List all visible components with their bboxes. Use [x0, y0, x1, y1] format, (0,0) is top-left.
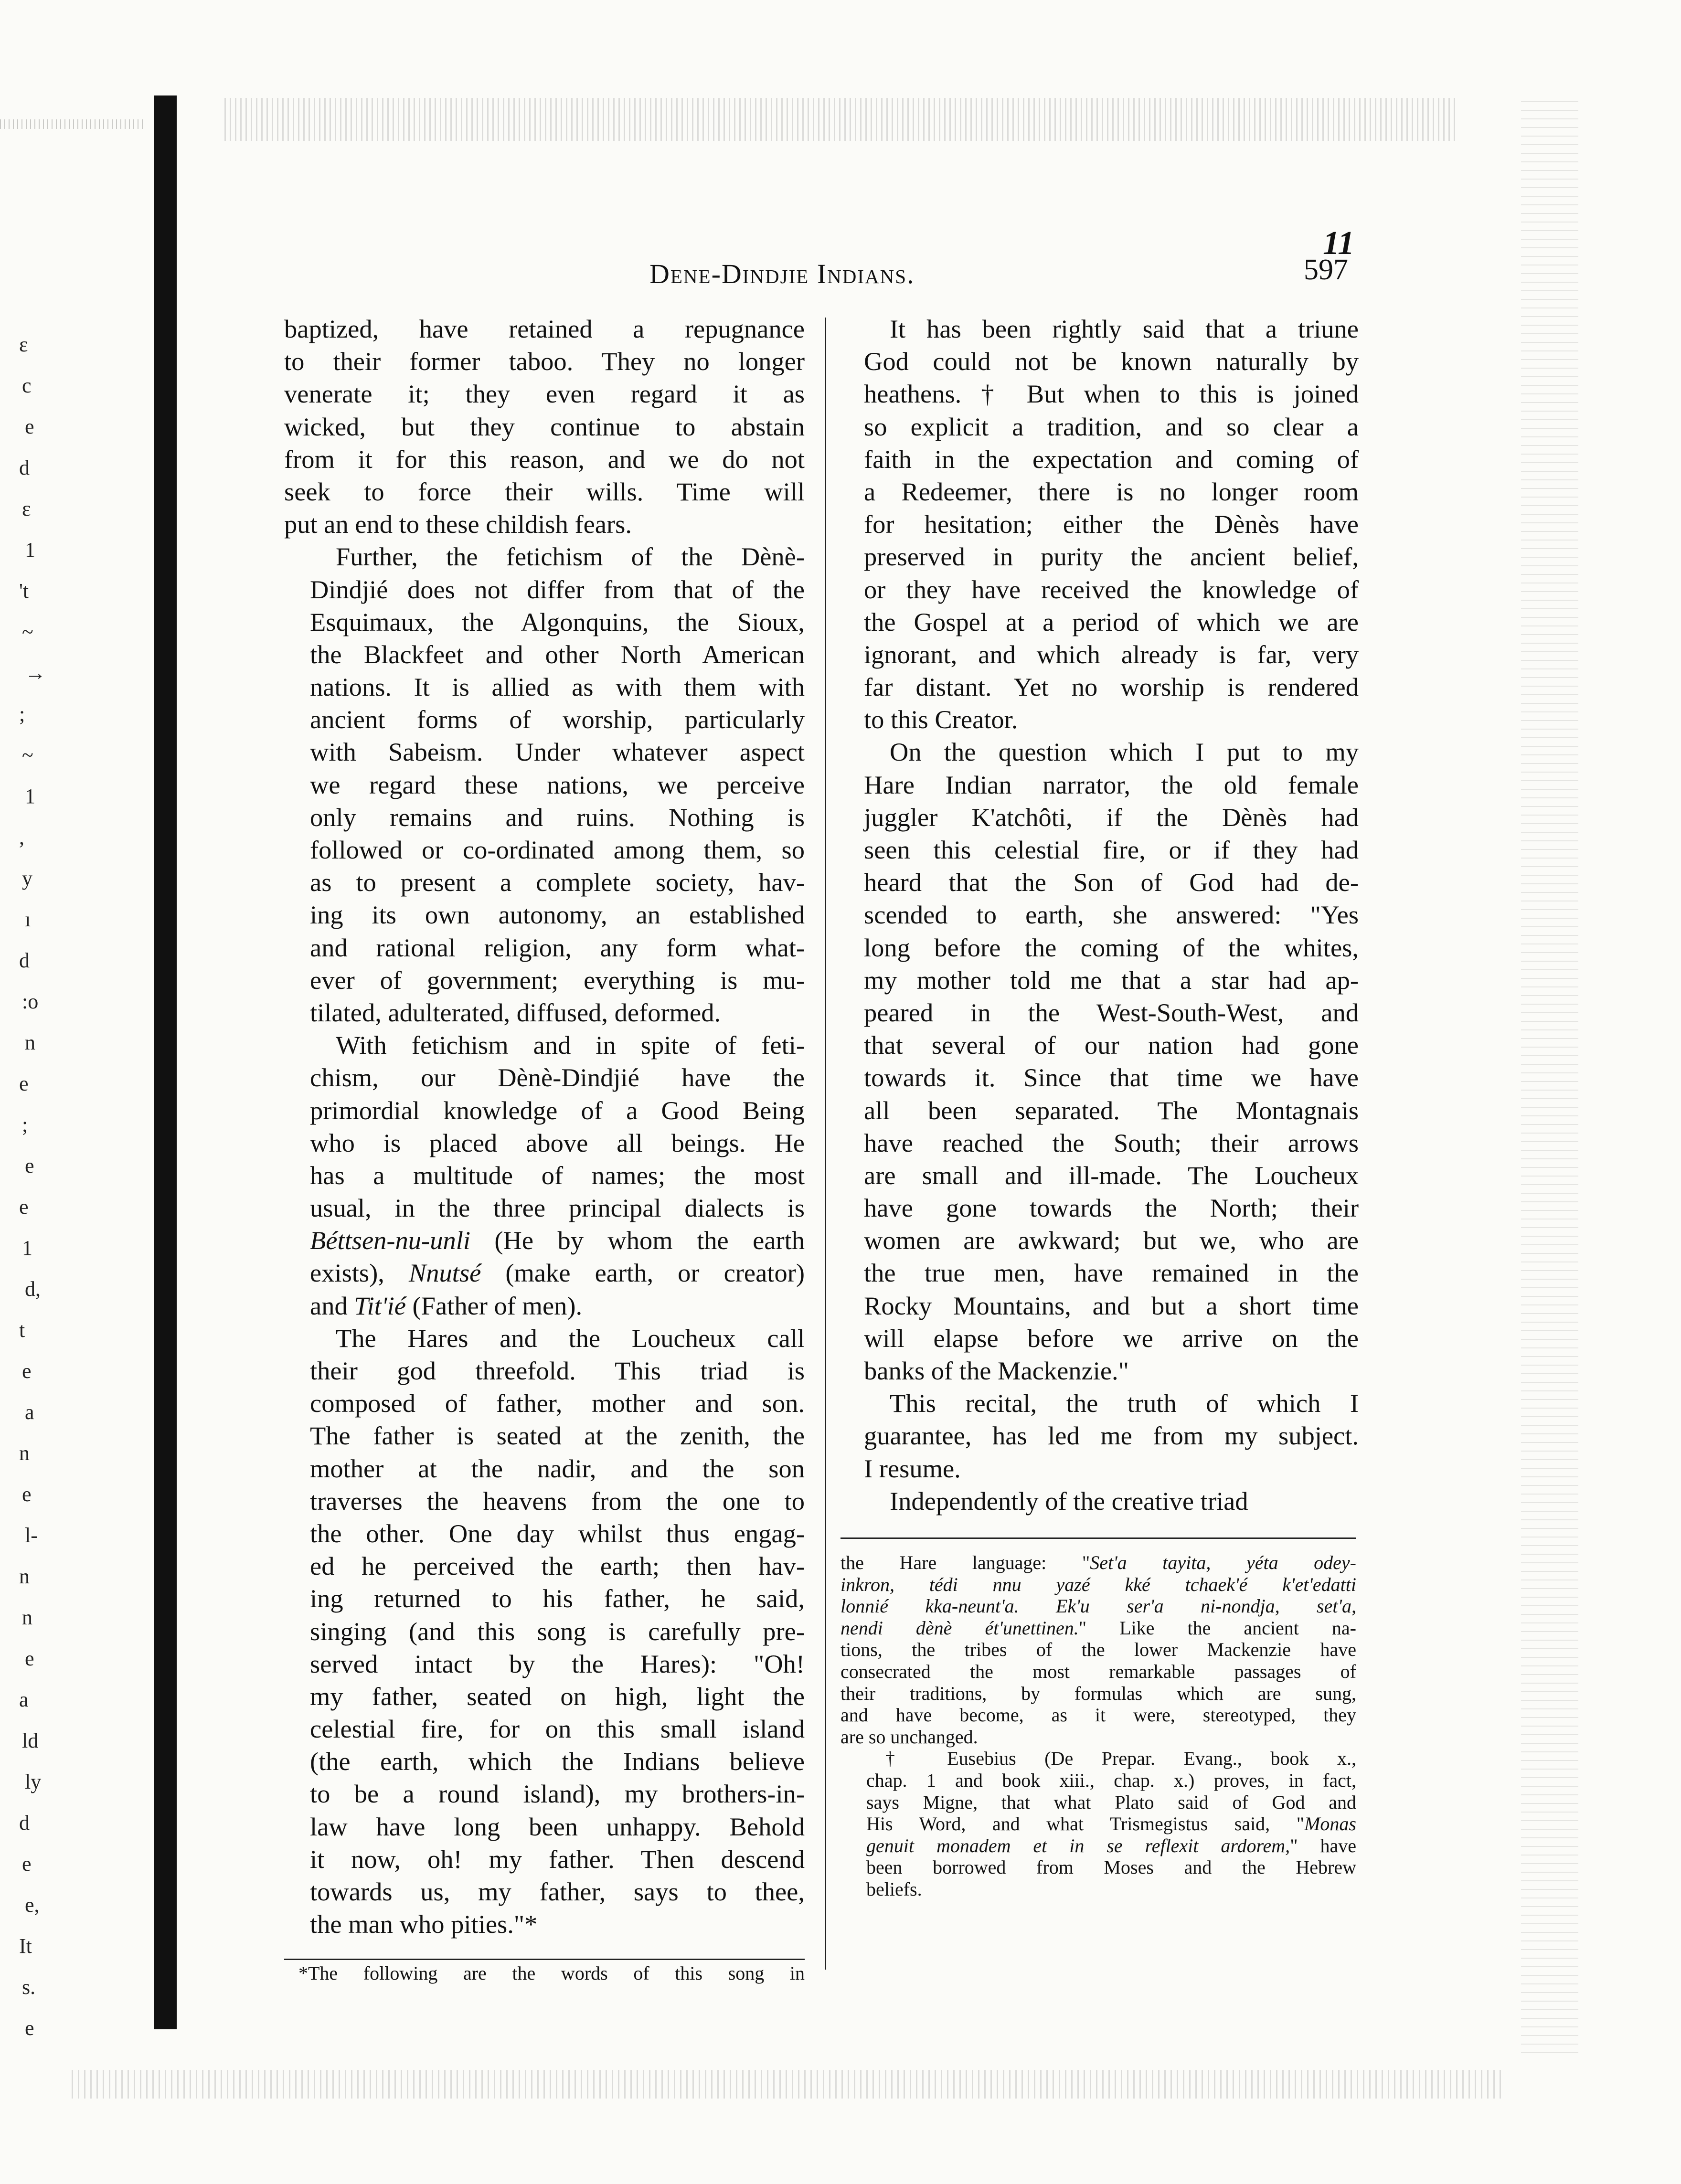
text-line: women are awkward; but we, who are: [864, 1226, 1359, 1255]
scan-noise-right: [1521, 95, 1578, 2053]
left-footnote: [284, 1962, 805, 1984]
margin-fragment: →: [25, 661, 46, 685]
margin-fragment: e: [22, 1359, 32, 1383]
left-column: [284, 313, 805, 1940]
text-line: consecrated the most remarkable passages of: [840, 1660, 1356, 1682]
text-line: to be a round island), my brothers-in-: [310, 1779, 805, 1809]
margin-fragment: e: [25, 2016, 34, 2040]
text-line: ancient forms of worship, particularly: [310, 705, 805, 734]
margin-fragment: ly: [25, 1770, 42, 1793]
text-line: Dindjié does not differ from that of the: [310, 574, 805, 604]
margin-fragment: e: [19, 1195, 29, 1219]
text-line: exists), Nnutsé (make earth, or creator): [310, 1258, 805, 1288]
text-line: faith in the expectation and coming of: [864, 444, 1359, 474]
text-line: has a multitude of names; the most: [310, 1160, 805, 1190]
margin-fragment: d: [19, 949, 30, 972]
text-line: mother at the nadir, and the son: [310, 1453, 805, 1483]
text-line: lonnié kka-neunt'a. Ek'u ser'a ni-nondja, set'a,: [840, 1595, 1356, 1617]
margin-fragment: n: [25, 1031, 35, 1054]
text-line: the Blackfeet and other North American: [310, 639, 805, 669]
margin-fragment: e: [22, 1483, 32, 1506]
text-line: seen this celestial fire, or if they had: [864, 835, 1359, 864]
text-line: it now, oh! my father. Then descend: [310, 1844, 805, 1874]
text-line: we regard these nations, we perceive: [310, 770, 805, 799]
text-line: from it for this reason, and we do not: [284, 444, 805, 474]
text-line: to their former taboo. They no longer: [284, 347, 805, 376]
text-line: towards us, my father, says to thee,: [310, 1877, 805, 1906]
margin-fragment: 't: [19, 579, 29, 603]
text-line: tions, the tribes of the lower Mackenzie have: [840, 1639, 1356, 1661]
margin-fragment: ~: [22, 743, 33, 767]
margin-fragment: ı: [25, 908, 31, 931]
text-line: chap. 1 and book xiii., chap. x.) proves, in fact,: [866, 1769, 1356, 1791]
text-line: banks of the Mackenzie.": [864, 1356, 1129, 1385]
text-line: (the earth, which the Indians believe: [310, 1747, 805, 1776]
margin-fragment: e: [22, 1852, 32, 1876]
paragraph: [284, 1322, 805, 1941]
text-line: With fetichism and in spite of feti-: [336, 1030, 805, 1060]
text-line: so explicit a tradition, and so clear a: [864, 412, 1359, 441]
text-line: and rational religion, any form what-: [310, 933, 805, 962]
text-line: towards it. Since that time we have: [864, 1063, 1359, 1092]
text-line: traverses the heavens from the one to: [310, 1486, 805, 1516]
text-line: singing (and this song is carefully pre-: [310, 1616, 805, 1646]
text-line: Hare Indian narrator, the old female: [864, 770, 1359, 799]
margin-fragment: ε: [19, 333, 28, 356]
margin-fragment: n: [19, 1442, 30, 1465]
text-line: nendi dènè ét'unettinen." Like the ancient na-: [840, 1617, 1356, 1639]
margin-fragment: 1: [25, 538, 35, 562]
text-line: ever of government; everything is mu-: [310, 965, 805, 995]
text-line: as to present a complete society, hav-: [310, 868, 805, 897]
text-line: my mother told me that a star had ap-: [864, 965, 1359, 995]
text-line: chism, our Dènè-Dindjié have the: [310, 1063, 805, 1092]
text-line: put an end to these childish fears.: [284, 509, 632, 539]
text-line: have gone towards the North; their: [864, 1193, 1359, 1223]
right-footnotes: [840, 1552, 1356, 1900]
text-line: or they have received the knowledge of: [864, 574, 1359, 604]
scan-noise-bottom: [72, 2070, 1504, 2099]
text-line: only remains and ruins. Nothing is: [310, 802, 805, 832]
text-line: have reached the South; their arrows: [864, 1128, 1359, 1157]
right-column: [838, 313, 1359, 1517]
text-line: wicked, but they continue to abstain: [284, 412, 805, 441]
text-line: ed he perceived the earth; then hav-: [310, 1551, 805, 1581]
text-line: composed of father, mother and son.: [310, 1389, 805, 1418]
text-line: and Tit'ié (Father of men).: [310, 1291, 583, 1320]
text-line: the Gospel at a period of which we are: [864, 607, 1359, 636]
margin-fragment: s.: [22, 1975, 36, 1999]
footnote-rule-right: [840, 1537, 1356, 1539]
paragraph: [840, 1552, 1356, 1748]
margin-fragment: y: [22, 867, 32, 890]
footnote: [284, 1962, 805, 1984]
margin-fragment: a: [25, 1400, 34, 1424]
text-line: tilated, adulterated, diffused, deformed.: [310, 997, 721, 1027]
text-line: The Hares and the Loucheux call: [336, 1323, 805, 1353]
margin-fragment: a: [19, 1688, 29, 1711]
text-line: heard that the Son of God had de-: [864, 868, 1359, 897]
margin-fragment: ε: [22, 497, 31, 520]
text-line: ignorant, and which already is far, very: [864, 639, 1359, 669]
text-line: long before the coming of the whites,: [864, 933, 1359, 962]
text-line: scended to earth, she answered: "Yes: [864, 900, 1359, 930]
margin-fragment: ;: [19, 702, 25, 726]
margin-fragment: ld: [22, 1729, 39, 1752]
text-line: ing its own autonomy, an established: [310, 900, 805, 930]
text-line: On the question which I put to my: [890, 737, 1359, 767]
text-line: primordial knowledge of a Good Being: [310, 1095, 805, 1125]
scan-noise-top: [224, 98, 1457, 141]
margin-fragment: :o: [22, 990, 39, 1013]
text-line: says Migne, that what Plato said of God and: [866, 1791, 1356, 1813]
margin-fragment: t: [19, 1318, 25, 1342]
page-number: 597: [1304, 254, 1348, 286]
text-line: to this Creator.: [864, 705, 1018, 734]
text-line: beliefs.: [866, 1878, 922, 1900]
text-line: The father is seated at the zenith, the: [310, 1421, 805, 1451]
text-line: His Word, and what Trismegistus said, "Monas: [866, 1813, 1356, 1835]
margin-fragment: e: [25, 1154, 34, 1177]
margin-fragment: c: [22, 374, 32, 397]
text-line: law have long been unhappy. Behold: [310, 1812, 805, 1841]
margin-fragment: 1: [25, 785, 35, 808]
text-line: Further, the fetichism of the Dènè-: [336, 542, 805, 572]
text-line: † Eusebius (De Prepar. Evang., book x.,: [885, 1748, 1356, 1770]
text-line: are small and ill-made. The Loucheux: [864, 1160, 1359, 1190]
text-line: nations. It is allied as with them with: [310, 672, 805, 702]
paragraph: [838, 736, 1359, 1387]
text-line: far distant. Yet no worship is rendered: [864, 672, 1359, 702]
text-line: and have become, as it were, stereotyped, they: [840, 1704, 1356, 1726]
margin-fragment: e: [19, 1072, 29, 1095]
text-line: with Sabeism. Under whatever aspect: [310, 737, 805, 767]
footnote-rule-left: [284, 1959, 805, 1960]
text-line: God could not be known naturally by: [864, 347, 1359, 376]
text-line: I resume.: [864, 1453, 961, 1483]
paragraph: [284, 1029, 805, 1322]
paragraph: [840, 1748, 1356, 1900]
text-line: their traditions, by formulas which are sung,: [840, 1682, 1356, 1704]
text-line: all been separated. The Montagnais: [864, 1095, 1359, 1125]
text-line: the other. One day whilst thus engag-: [310, 1518, 805, 1548]
text-line: usual, in the three principal dialects is: [310, 1193, 805, 1223]
margin-fragment: ,: [19, 826, 24, 849]
corner-mark: 11: [1323, 225, 1355, 262]
text-line: Esquimaux, the Algonquins, the Sioux,: [310, 607, 805, 636]
text-line: It has been rightly said that a triune: [890, 314, 1359, 343]
margin-fragment: n: [19, 1565, 30, 1588]
margin-fragment: l-: [25, 1524, 38, 1547]
paragraph: [838, 1485, 1359, 1517]
text-line: Rocky Mountains, and but a short time: [864, 1291, 1359, 1320]
margin-fragment: n: [22, 1606, 32, 1629]
scan-noise-top-left: [0, 119, 143, 129]
margin-fragment: It: [19, 1934, 32, 1958]
text-line: the Hare language: "Set'a tayita, yéta odey-: [840, 1552, 1356, 1573]
text-line: celestial fire, for on this small island: [310, 1714, 805, 1744]
paragraph: [284, 541, 805, 1029]
margin-fragment: e: [25, 415, 34, 438]
text-line: This recital, the truth of which I: [890, 1389, 1359, 1418]
text-line: the man who pities."*: [310, 1909, 538, 1939]
text-line: preserved in purity the ancient belief,: [864, 542, 1359, 572]
text-line: genuit monadem et in se reflexit ardorem," have: [866, 1834, 1356, 1856]
text-line: that several of our nation had gone: [864, 1030, 1359, 1060]
text-line: ing returned to his father, he said,: [310, 1584, 805, 1613]
text-line: my father, seated on high, light the: [310, 1681, 805, 1711]
text-line: will elapse before we arrive on the: [864, 1323, 1359, 1353]
margin-fragment: 1: [22, 1236, 32, 1260]
text-line: baptized, have retained a repugnance: [284, 314, 805, 343]
margin-fragment: e,: [25, 1893, 40, 1917]
text-line: juggler K'atchôti, if the Dènès had: [864, 802, 1359, 832]
text-line: are so unchanged.: [840, 1726, 978, 1748]
text-line: their god threefold. This triad is: [310, 1356, 805, 1385]
text-line: served intact by the Hares): "Oh!: [310, 1649, 805, 1678]
paragraph: [284, 313, 805, 541]
text-line: Independently of the creative triad: [890, 1486, 1248, 1516]
text-line: who is placed above all beings. He: [310, 1128, 805, 1157]
margin-fragment: e: [25, 1647, 34, 1670]
column-divider: [825, 318, 826, 1970]
text-line: venerate it; they even regard it as: [284, 379, 805, 409]
text-line: guarantee, has led me from my subject.: [864, 1421, 1359, 1451]
text-line: Béttsen-nu-unli (He by whom the earth: [310, 1226, 805, 1255]
text-line: the true men, have remained in the: [864, 1258, 1359, 1288]
text-line: peared in the West-South-West, and: [864, 997, 1359, 1027]
text-line: a Redeemer, there is no longer room: [864, 477, 1359, 506]
footnote-line: *The following are the words of this song in: [298, 1962, 805, 1984]
margin-fragment: d: [19, 456, 30, 479]
margin-fragment: ;: [22, 1113, 28, 1136]
text-line: heathens. † But when to this is joined: [864, 379, 1359, 409]
running-head: Dene-Dindjie Indians.: [649, 258, 915, 289]
text-line: been borrowed from Moses and the Hebrew: [866, 1856, 1356, 1878]
text-line: followed or co-ordinated among them, so: [310, 835, 805, 864]
paragraph: [838, 1387, 1359, 1485]
text-line: seek to force their wills. Time will: [284, 477, 805, 506]
book-spine-shadow: [154, 95, 177, 2029]
margin-fragment: d: [19, 1811, 30, 1834]
paragraph: [838, 313, 1359, 736]
margin-fragment: d,: [25, 1277, 41, 1301]
margin-fragment: ~: [22, 620, 33, 644]
text-line: inkron, tédi nnu yazé kké tchaek'é k'et'edatti: [840, 1573, 1356, 1595]
text-line: for hesitation; either the Dènès have: [864, 509, 1359, 539]
